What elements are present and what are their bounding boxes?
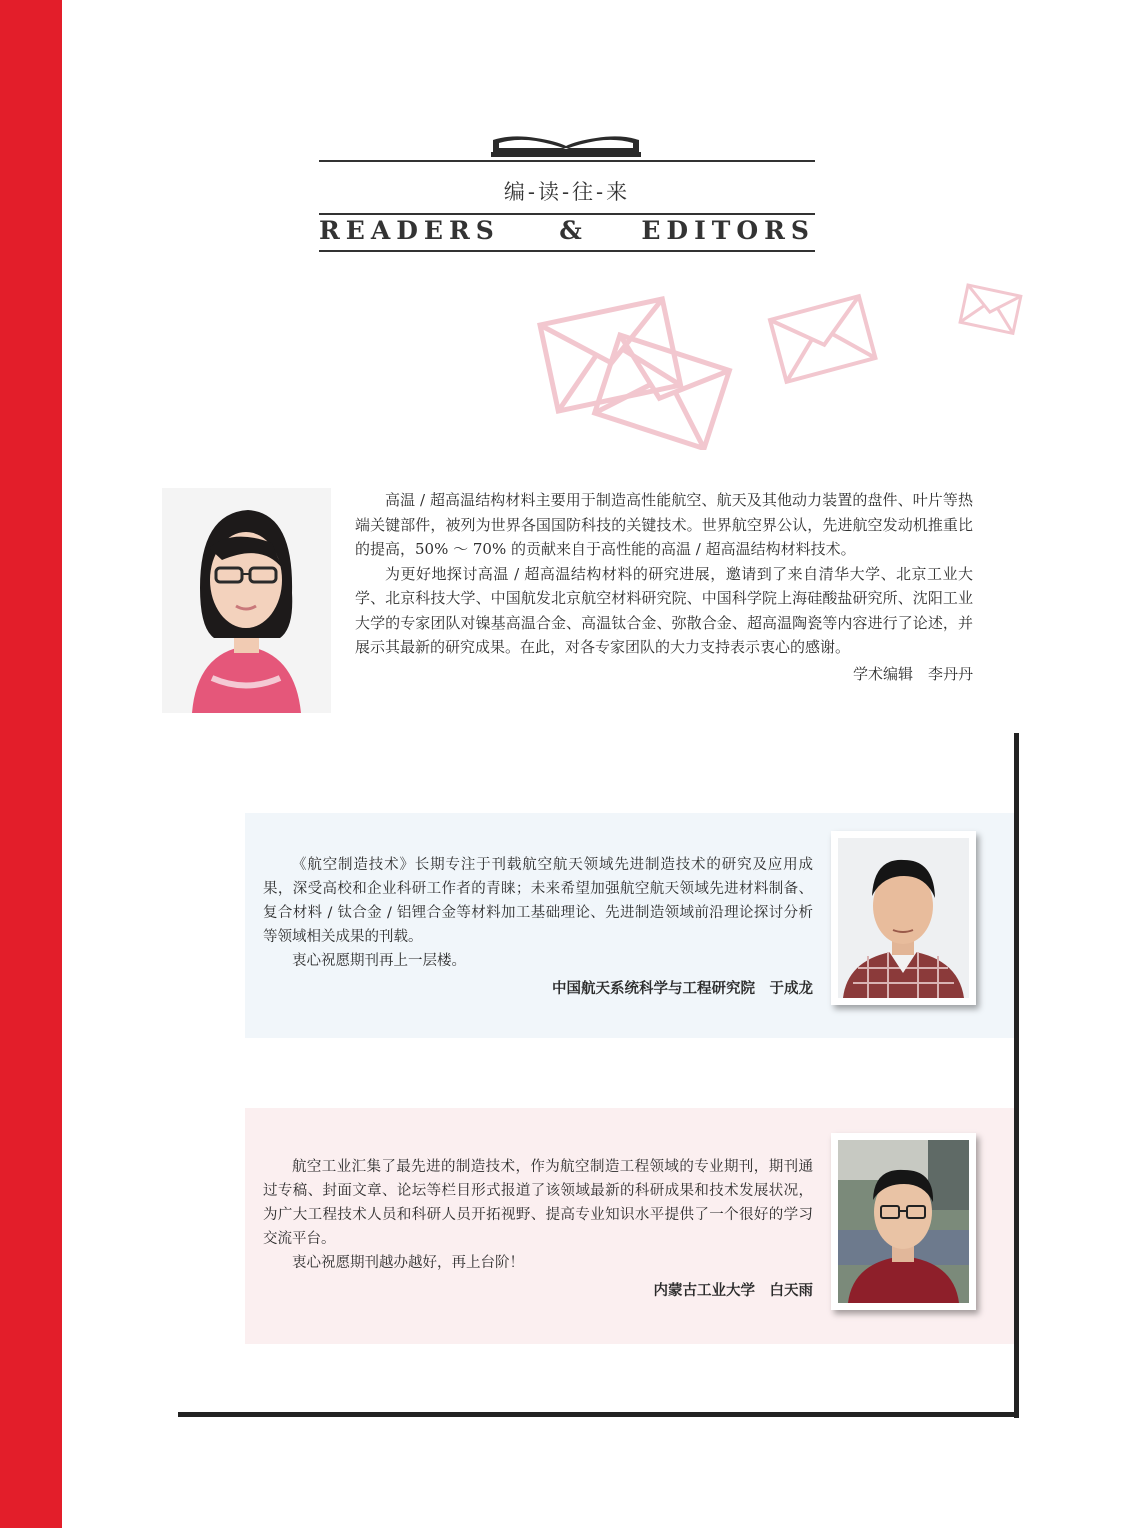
reader-letter-text <box>263 853 813 1001</box>
section-title-en <box>319 216 815 250</box>
masthead-bottom-rule <box>319 250 815 252</box>
editor-note-paragraph: 为更好地探讨高温 / 超高温结构材料的研究进展，邀请到了来自清华大学、北京工业大学、北京科技大学、中国航发北京航空材料研究院、中国科学院上海硅酸盐研究所、沈阳工业大学的专家团队对镍基高温合金、高温钛合金、弥散合金、超高温陶瓷等内容进行了论述，并展示其最新的研究成果。在此，对各专家团队的大力支持表示衷心的感谢。 <box>355 564 973 656</box>
title-word-readers: READERS <box>319 216 500 245</box>
reader-portrait-1 <box>838 838 969 998</box>
envelope-icon-3 <box>770 296 875 382</box>
reader-signature: 中国航天系统科学与工程研究院 于成龙 <box>552 981 813 997</box>
editor-signature: 学术编辑 李丹丹 <box>852 664 973 683</box>
reader-photo-frame-1 <box>831 831 976 1005</box>
section-masthead <box>319 128 815 254</box>
envelope-icon-2 <box>595 335 730 449</box>
masthead-middle-rule <box>319 213 815 215</box>
reader-letter-paragraph: 衷心祝愿期刊再上一层楼。 <box>292 953 466 969</box>
decorative-envelopes <box>530 280 1030 450</box>
reader-letter-paragraph: 《航空制造技术》长期专注于刊载航空航天领域先进制造技术的研究及应用成果，深受高校和企业科研工作者的青睐；未来希望加强航空航天领域先进材料制备、复合材料 / 钛合金 / 铝锂合金等材料加工基础理论、先进制造领域前沿理论探讨分析等领域相关成果的刊载。 <box>263 857 813 945</box>
reader-letter-text <box>263 1155 813 1303</box>
frame-bottom-border <box>178 1412 1019 1417</box>
frame-right-border <box>1014 733 1019 1418</box>
open-book-icon <box>491 128 641 158</box>
left-red-margin-bar <box>0 0 62 1528</box>
reader-letter-paragraph: 航空工业汇集了最先进的制造技术，作为航空制造工程领域的专业期刊，期刊通过专稿、封面文章、论坛等栏目形式报道了该领域最新的科研成果和技术发展状况，为广大工程技术人员和科研人员开拓视野、提高专业知识水平提供了一个很好的学习交流平台。 <box>263 1159 813 1247</box>
reader-signature: 内蒙古工业大学 白天雨 <box>653 1283 813 1299</box>
envelope-icon-4 <box>960 285 1021 333</box>
title-word-ampersand: & <box>559 216 582 245</box>
editor-note <box>355 488 973 686</box>
masthead-top-rule <box>319 160 815 162</box>
reader-portrait-2 <box>838 1140 969 1303</box>
reader-photo-frame-2 <box>831 1133 976 1310</box>
editor-portrait <box>162 488 331 713</box>
title-word-editors: EDITORS <box>641 216 815 245</box>
editor-note-paragraph: 高温 / 超高温结构材料主要用于制造高性能航空、航天及其他动力装置的盘件、叶片等热端关键部件，被列为世界各国国防科技的关键技术。世界航空界公认，先进航空发动机推重比的提高，50% ～ 70% 的贡献来自于高性能的高温 / 超高温结构材料技术。 <box>355 491 973 558</box>
reader-letter-paragraph: 衷心祝愿期刊越办越好，再上台阶！ <box>292 1255 524 1271</box>
section-title-cn: 编-读-往-来 <box>503 180 631 204</box>
